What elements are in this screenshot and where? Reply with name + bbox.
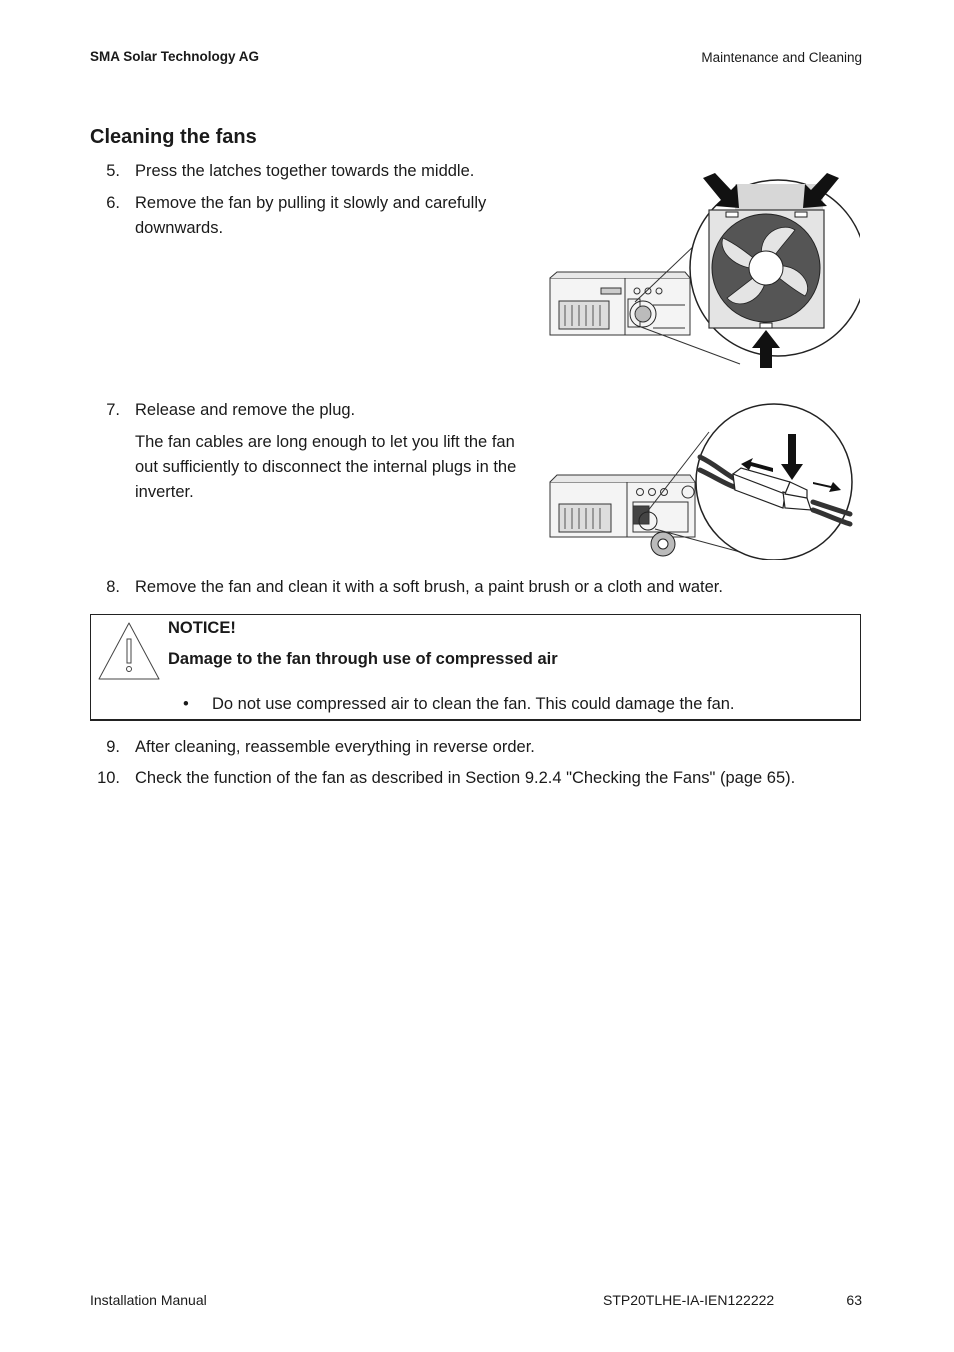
plug-release-illustration [545, 402, 860, 560]
step-text-line1: Remove the fan by pulling it slowly and carefully [135, 194, 487, 212]
notice-heading: Damage to the fan through use of compressed air [168, 650, 558, 668]
warning-triangle-icon [96, 619, 162, 683]
inverter-drawing [550, 475, 695, 556]
step-number: 10. [97, 769, 120, 787]
step-text: Release and remove the plug. [135, 401, 356, 419]
step-7-note-line3: inverter. [135, 483, 194, 501]
fan-latch-illustration [545, 168, 860, 373]
notice-bullet-text: Do not use compressed air to clean the fan. This could damage the fan. [212, 695, 735, 713]
step-text: Remove the fan and clean it with a soft brush, a paint brush or a cloth and water. [135, 578, 723, 596]
header-chapter: Maintenance and Cleaning [701, 50, 862, 65]
footer-doc-code: STP20TLHE-IA-IEN122222 [603, 1292, 775, 1308]
step-7-note-line1: The fan cables are long enough to let you lift the fan [135, 433, 515, 451]
inverter-drawing [550, 272, 690, 335]
step-text-line2: downwards. [135, 219, 224, 237]
notice-box [90, 614, 861, 721]
step-number: 7. [106, 401, 120, 419]
step-7-note-line2: out sufficiently to disconnect the internal plugs in the [135, 458, 517, 476]
step-number: 9. [106, 738, 120, 756]
bullet-symbol: • [183, 695, 189, 713]
step-number: 5. [106, 162, 120, 180]
section-title: Cleaning the fans [90, 126, 257, 148]
step-text: Press the latches together towards the middle. [135, 162, 475, 180]
step-number: 8. [106, 578, 120, 596]
footer-page-number: 63 [846, 1292, 862, 1308]
header-company: SMA Solar Technology AG [90, 49, 260, 64]
notice-label: NOTICE! [168, 619, 236, 637]
step-number: 6. [106, 194, 120, 212]
footer-doc-type: Installation Manual [90, 1292, 207, 1308]
step-text: Check the function of the fan as described in Section 9.2.4 "Checking the Fans" (page 65). [135, 769, 796, 787]
step-text: After cleaning, reassemble everything in reverse order. [135, 738, 535, 756]
